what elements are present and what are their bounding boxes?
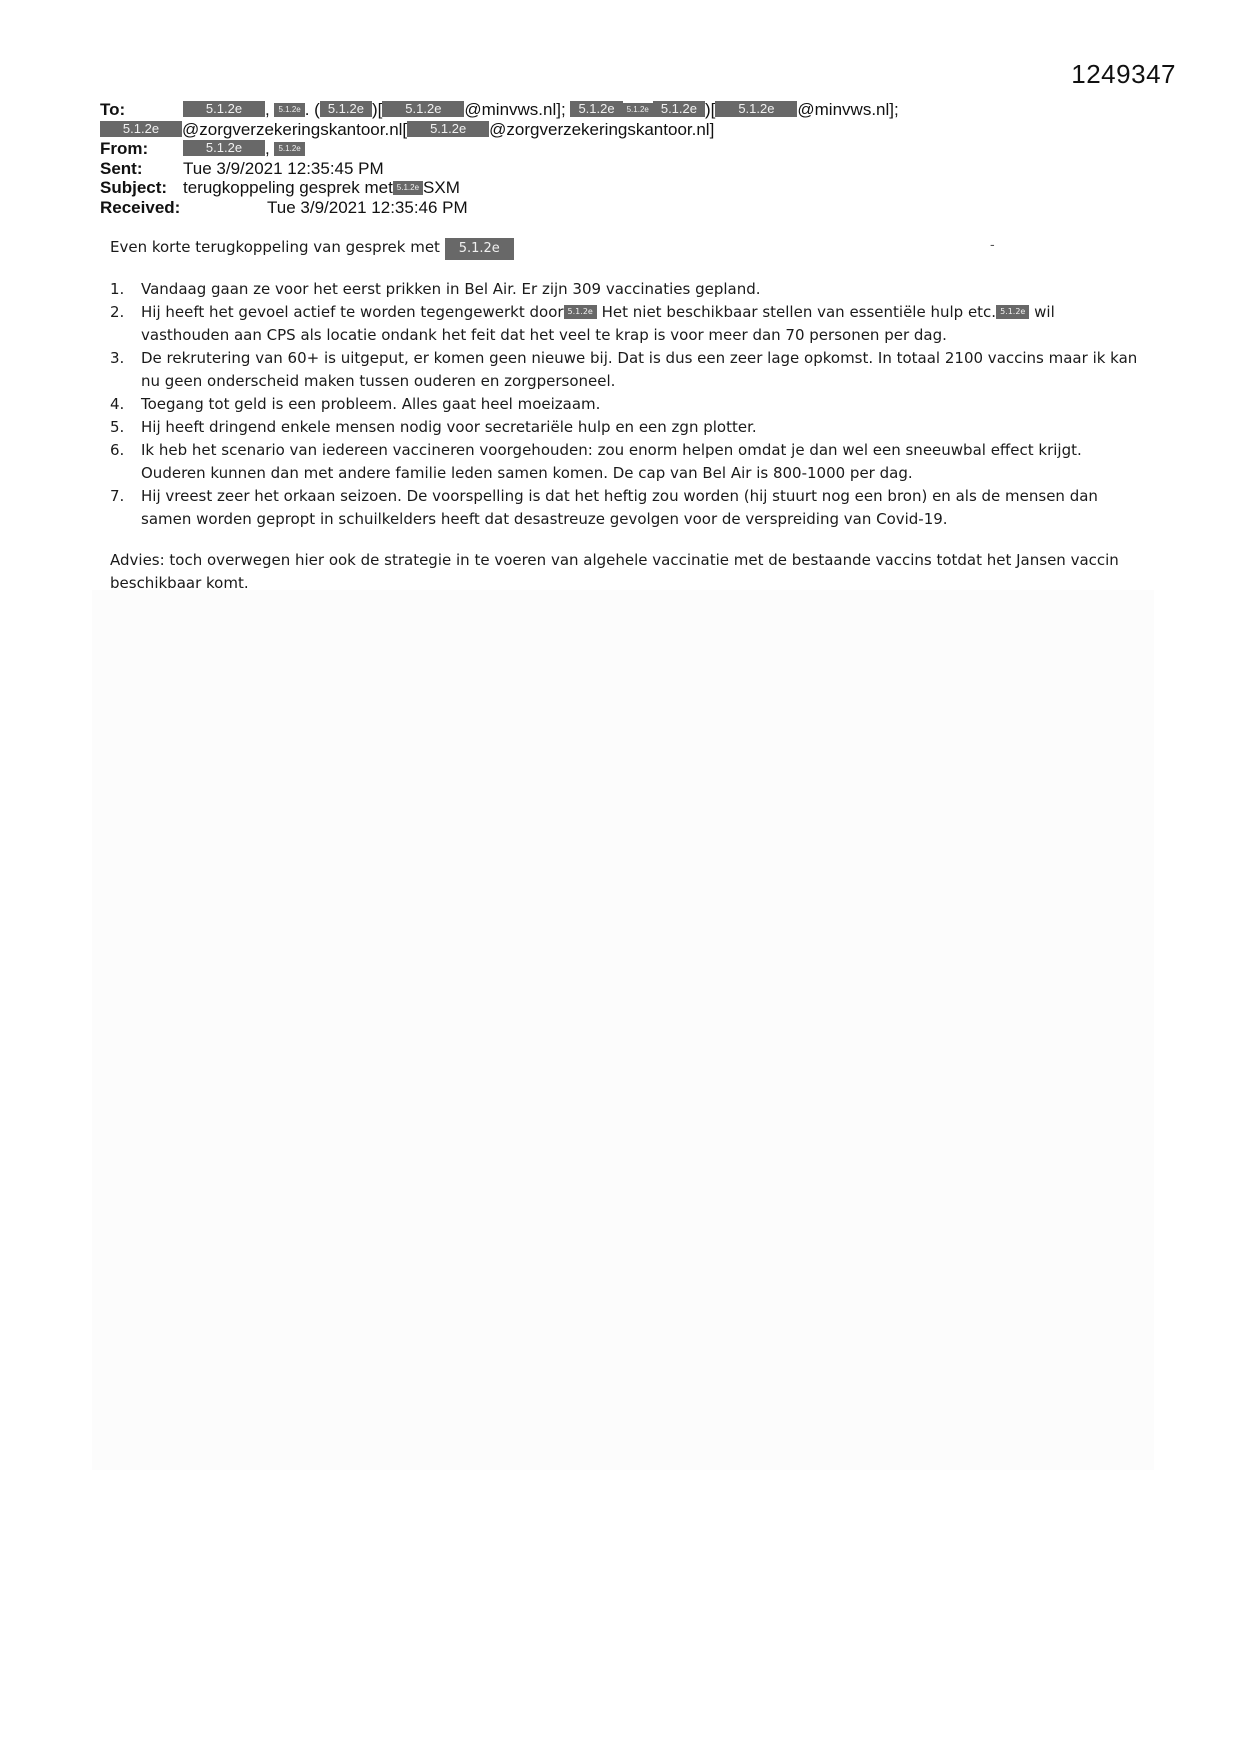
redaction-box: 5.1.2e — [996, 305, 1029, 319]
subject-suffix: SXM — [423, 178, 460, 197]
email-body — [110, 236, 1140, 610]
intro-paragraph — [110, 236, 1140, 260]
sent-row — [100, 159, 1160, 179]
intro-text: Even korte terugkoppeling van gesprek met — [110, 238, 440, 256]
list-item — [110, 301, 1140, 347]
received-value: Tue 3/9/2021 12:35:46 PM — [267, 197, 468, 217]
received-label: Received: — [100, 197, 181, 217]
redaction-box: 5.1.2e — [653, 101, 705, 117]
redaction-box: 5.1.2e — [274, 103, 304, 117]
item-text: Hij vreest zeer het orkaan seizoen. De voorspelling is dat het heftig zou worden (hij stuurt nog een bron) en als de mensen dan samen worden gepropt in schuilkelders heeft dat desastreuze gevolgen voor de verspreiding van Covid-19. — [141, 487, 1098, 528]
list-item — [110, 278, 1140, 301]
item-text: Hij heeft dringend enkele mensen nodig voor secretariële hulp en een zgn plotter. — [141, 418, 757, 436]
list-item — [110, 439, 1140, 485]
item-text: Vandaag gaan ze voor het eerst prikken in Bel Air. Er zijn 309 vaccinaties gepland. — [141, 280, 761, 298]
from-row — [100, 139, 1160, 159]
to-sep: . ( — [304, 100, 320, 119]
to-domain: @minvws.nl]; — [797, 100, 899, 119]
redaction-box: 5.1.2e — [623, 103, 653, 117]
item-text: De rekrutering van 60+ is uitgeput, er komen geen nieuwe bij. Dat is dus een zeer lage opkomst. In totaal 2100 vaccins maar ik kan nu geen onderscheid maken tussen ouderen en zorgpersoneel. — [141, 349, 1138, 390]
redaction-box: 5.1.2e — [382, 101, 464, 117]
item-text: Toegang tot geld is een probleem. Alles gaat heel moeizaam. — [141, 395, 601, 413]
list-item — [110, 347, 1140, 393]
list-item — [110, 416, 1140, 439]
redaction-box: 5.1.2e — [564, 305, 597, 319]
redaction-box: 5.1.2e — [393, 181, 423, 195]
to-label: To: — [100, 100, 126, 119]
to-sep: )[ — [705, 100, 716, 119]
feedback-list — [110, 278, 1140, 531]
item-text: wil vasthouden aan CPS als locatie ondank het feit dat het veel te krap is voor meer dan 70 personen per dag. — [141, 303, 1055, 344]
redaction-box: 5.1.2e — [570, 101, 622, 117]
to-sep: )[ — [371, 100, 383, 119]
subject-value — [183, 178, 460, 198]
to-value-continued — [100, 120, 714, 139]
redaction-box: 5.1.2e — [407, 121, 489, 137]
list-item — [110, 485, 1140, 531]
to-row-continued — [100, 120, 1160, 140]
item-number: 3. — [110, 349, 125, 367]
subject-prefix: terugkoppeling gesprek met — [183, 178, 393, 197]
to-row — [100, 100, 1160, 120]
item-text: Hij heeft het gevoel actief te worden tegengewerkt door — [141, 303, 564, 321]
to-sep: , — [265, 100, 270, 119]
to-domain: @zorgverzekeringskantoor.nl] — [489, 119, 715, 139]
received-row — [100, 198, 1160, 218]
redaction-box: 5.1.2e — [715, 101, 797, 117]
document-number: 1249347 — [1071, 59, 1176, 89]
item-text: Het niet beschikbaar stellen van essentiële hulp etc. — [601, 303, 997, 321]
to-domain: @minvws.nl]; — [464, 100, 566, 119]
item-number: 7. — [110, 487, 125, 505]
item-number: 2. — [110, 303, 125, 321]
redaction-box: 5.1.2e — [183, 140, 265, 156]
subject-label: Subject: — [100, 178, 168, 197]
to-domain: @zorgverzekeringskantoor.nl[ — [182, 119, 408, 139]
redaction-box: 5.1.2e — [274, 142, 304, 156]
sent-value: Tue 3/9/2021 12:35:45 PM — [183, 158, 384, 178]
item-text: Ik heb het scenario van iedereen vaccineren voorgehouden: zou enorm helpen omdat je dan wel een sneeuwbal effect krijgt. Ouderen kunnen dan met andere familie leden samen komen. De cap van Bel Air is 800-1000 per dag. — [141, 441, 1082, 482]
item-number: 6. — [110, 441, 125, 459]
redaction-box: 5.1.2e — [183, 101, 265, 117]
subject-row — [100, 178, 1160, 198]
item-number: 1. — [110, 280, 125, 298]
advice-paragraph: Advies: toch overwegen hier ook de strategie in te voeren van algehele vaccinatie met de bestaande vaccins totdat het Jansen vaccin beschikbaar komt. — [110, 551, 1119, 592]
redaction-box: 5.1.2e — [445, 238, 514, 260]
page-background-panel — [92, 590, 1154, 1470]
item-number: 4. — [110, 395, 125, 413]
from-value — [183, 139, 305, 159]
to-value — [183, 100, 899, 120]
email-header — [100, 100, 1160, 217]
list-item — [110, 393, 1140, 416]
stray-mark: - — [990, 236, 995, 252]
sent-label: Sent: — [100, 158, 143, 178]
from-label: From: — [100, 139, 149, 158]
from-sep: , — [265, 139, 270, 158]
item-number: 5. — [110, 418, 125, 436]
redaction-box: 5.1.2e — [320, 101, 372, 117]
redaction-box: 5.1.2e — [100, 121, 182, 137]
